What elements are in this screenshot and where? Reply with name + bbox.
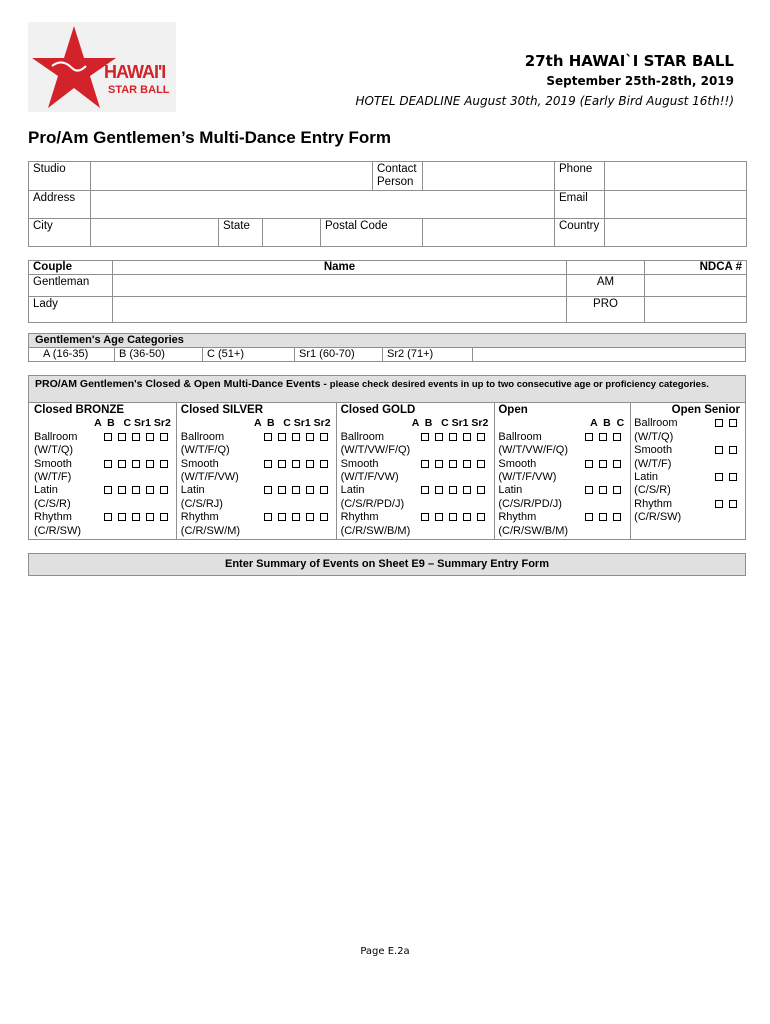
event-checkbox[interactable] — [306, 486, 314, 494]
logo-text-starball: STAR BALL — [108, 84, 170, 96]
event-checkbox[interactable] — [613, 486, 621, 494]
events-col-header: A B C Sr1 Sr2 — [253, 417, 331, 430]
event-checkbox[interactable] — [613, 460, 621, 468]
events-section — [28, 375, 746, 540]
event-checkbox[interactable] — [104, 513, 112, 521]
event-dances-list: (C/R/SW/B/M) — [340, 524, 411, 537]
event-checkbox[interactable] — [599, 460, 607, 468]
event-row — [634, 498, 740, 511]
event-dance-label: Smooth — [340, 457, 379, 470]
state-label: State — [219, 219, 263, 247]
event-checkbox[interactable] — [118, 486, 126, 494]
events-col-title: Open Senior — [671, 404, 741, 416]
event-row — [498, 458, 624, 471]
form-title: Pro/Am Gentlemen’s Multi-Dance Entry Form — [28, 128, 392, 147]
event-checkbox[interactable] — [292, 513, 300, 521]
age-categories-title: Gentlemen's Age Categories — [29, 334, 745, 348]
phone-field[interactable] — [605, 162, 747, 191]
event-row — [341, 431, 489, 444]
event-dance-label: Smooth — [34, 457, 72, 470]
event-checkbox[interactable] — [160, 513, 168, 521]
event-checkbox[interactable] — [421, 433, 429, 441]
email-label: Email — [555, 191, 605, 219]
event-row — [181, 511, 331, 524]
age-cat-sr2[interactable]: Sr2 (71+) — [383, 348, 473, 362]
event-checkbox[interactable] — [421, 486, 429, 494]
event-dance-label: Latin — [180, 484, 205, 497]
event-checkbox[interactable] — [585, 513, 593, 521]
events-col-open — [493, 403, 629, 540]
event-dances-list: (C/R/SW) — [634, 511, 682, 524]
event-dances-list: (W/T/F/VW) — [340, 471, 399, 484]
event-checkbox[interactable] — [132, 486, 140, 494]
events-col-bronze — [29, 403, 176, 540]
event-checkbox[interactable] — [146, 433, 154, 441]
event-dances-list: (C/S/RJ) — [180, 497, 223, 510]
age-cat-b[interactable]: B (36-50) — [115, 348, 203, 362]
event-checkbox[interactable] — [599, 433, 607, 441]
event-dances-list: (W/T/F) — [634, 457, 672, 470]
event-checkbox[interactable] — [320, 486, 328, 494]
event-dance-label: Latin — [340, 484, 365, 497]
events-col-silver — [176, 403, 336, 540]
lady-name-field[interactable] — [113, 297, 567, 323]
event-checkbox[interactable] — [435, 433, 443, 441]
event-dance-label: Ballroom — [34, 430, 78, 443]
event-checkbox[interactable] — [264, 460, 272, 468]
event-checkbox[interactable] — [729, 446, 737, 454]
pro-label: PRO — [567, 297, 645, 323]
events-col-title: Closed SILVER — [180, 404, 264, 416]
event-checkbox[interactable] — [599, 486, 607, 494]
event-checkbox[interactable] — [278, 433, 286, 441]
event-checkbox[interactable] — [585, 433, 593, 441]
page-number: Page E.2a — [360, 946, 410, 957]
event-checkbox[interactable] — [278, 460, 286, 468]
event-dances-list: (W/T/F/VW) — [498, 471, 557, 484]
event-row — [34, 484, 171, 497]
event-row — [634, 417, 740, 430]
event-row — [341, 484, 489, 497]
event-dance-label: Latin — [634, 471, 659, 484]
event-checkbox[interactable] — [585, 486, 593, 494]
event-row — [34, 458, 171, 471]
event-checkbox[interactable] — [278, 486, 286, 494]
studio-label: Studio — [29, 162, 91, 191]
event-checkbox[interactable] — [306, 513, 314, 521]
gentleman-name-field[interactable] — [113, 275, 567, 297]
event-dances-list: (C/S/R) — [634, 484, 671, 497]
event-row — [634, 471, 740, 484]
event-checkbox[interactable] — [118, 460, 126, 468]
event-dance-label: Ballroom — [340, 430, 384, 443]
event-checkbox[interactable] — [146, 460, 154, 468]
events-col-header: A B C — [590, 417, 625, 430]
event-checkbox[interactable] — [104, 460, 112, 468]
summary-note: Enter Summary of Events on Sheet E9 – Summary Entry Form — [28, 553, 746, 576]
event-dance-label: Smooth — [180, 457, 219, 470]
studio-field[interactable] — [91, 162, 373, 191]
event-checkbox[interactable] — [463, 460, 471, 468]
event-checkbox[interactable] — [160, 460, 168, 468]
event-row — [341, 458, 489, 471]
event-checkbox[interactable] — [435, 460, 443, 468]
event-checkbox[interactable] — [477, 513, 485, 521]
event-checkbox[interactable] — [435, 486, 443, 494]
events-col-header: A B C Sr1 Sr2 — [94, 417, 171, 430]
contact-person-label: Contact Person — [373, 162, 423, 191]
event-checkbox[interactable] — [292, 486, 300, 494]
event-dance-label: Rhythm — [34, 511, 72, 524]
event-dance-label: Rhythm — [340, 511, 379, 524]
couple-header: Couple — [29, 261, 113, 275]
event-dances-list: (C/R/SW/M) — [180, 524, 241, 537]
event-dances-list: (W/T/F/Q) — [180, 444, 230, 457]
lady-label: Lady — [29, 297, 113, 323]
event-dances-list: (W/T/F/VW) — [180, 471, 239, 484]
contact-table — [28, 161, 747, 247]
event-checkbox[interactable] — [463, 433, 471, 441]
event-dance-label: Ballroom — [498, 430, 542, 443]
am-label: AM — [567, 275, 645, 297]
event-checkbox[interactable] — [104, 486, 112, 494]
city-field[interactable] — [91, 219, 219, 247]
phone-label: Phone — [555, 162, 605, 191]
contact-person-field[interactable] — [423, 162, 555, 191]
hotel-deadline: HOTEL DEADLINE August 30th, 2019 (Early Bird August 16th!!) — [355, 94, 734, 108]
event-checkbox[interactable] — [146, 513, 154, 521]
event-checkbox[interactable] — [449, 486, 457, 494]
event-checkbox[interactable] — [264, 513, 272, 521]
event-checkbox[interactable] — [421, 460, 429, 468]
event-dance-label: Smooth — [498, 457, 537, 470]
event-row — [634, 444, 740, 457]
event-checkbox[interactable] — [449, 460, 457, 468]
event-dances-list: (W/T/VW/F/Q) — [498, 444, 569, 457]
event-dance-label: Rhythm — [498, 511, 537, 524]
event-checkbox[interactable] — [118, 513, 126, 521]
event-dances-list: (C/R/SW) — [34, 524, 82, 537]
event-checkbox[interactable] — [132, 513, 140, 521]
event-dances-list: (W/T/F) — [34, 471, 72, 484]
event-checkbox[interactable] — [292, 433, 300, 441]
event-row — [34, 431, 171, 444]
events-col-title: Closed GOLD — [340, 404, 416, 416]
event-checkbox[interactable] — [132, 460, 140, 468]
address-label: Address — [29, 191, 91, 219]
event-checkbox[interactable] — [132, 433, 140, 441]
event-dances-list: (W/T/Q) — [634, 430, 674, 443]
event-dance-label: Rhythm — [180, 511, 219, 524]
star-ball-logo — [28, 22, 176, 112]
event-row — [341, 511, 489, 524]
event-checkbox[interactable] — [715, 500, 723, 508]
address-field[interactable] — [91, 191, 555, 219]
event-row — [498, 431, 624, 444]
event-checkbox[interactable] — [118, 433, 126, 441]
event-checkbox[interactable] — [104, 433, 112, 441]
events-heading: PRO/AM Gentlemen's Closed & Open Multi-Dance Events - please check desired events in up to two consecutive age or proficiency categories. — [29, 376, 745, 403]
event-checkbox[interactable] — [320, 433, 328, 441]
logo-text-hawaii: HAWAI'I — [104, 62, 166, 82]
event-checkbox[interactable] — [264, 433, 272, 441]
ndca-header: NDCA # — [645, 261, 747, 275]
event-row — [498, 511, 624, 524]
event-row — [181, 484, 331, 497]
event-dance-label: Ballroom — [634, 417, 678, 430]
gentleman-ndca-field[interactable] — [645, 275, 747, 297]
event-checkbox[interactable] — [146, 486, 154, 494]
event-dates: September 25th-28th, 2019 — [546, 74, 734, 88]
event-dance-label: Latin — [34, 484, 58, 497]
event-checkbox[interactable] — [463, 486, 471, 494]
event-checkbox[interactable] — [729, 419, 737, 427]
event-dances-list: (C/S/R/PD/J) — [340, 497, 405, 510]
event-checkbox[interactable] — [585, 460, 593, 468]
event-checkbox[interactable] — [729, 500, 737, 508]
event-checkbox[interactable] — [715, 419, 723, 427]
event-checkbox[interactable] — [320, 513, 328, 521]
event-dance-label: Smooth — [634, 444, 673, 457]
event-checkbox[interactable] — [715, 446, 723, 454]
event-dances-list: (C/R/SW/B/M) — [498, 524, 569, 537]
event-title: 27th HAWAI`I STAR BALL — [524, 52, 734, 70]
events-col-senior — [629, 403, 745, 540]
event-dance-label: Latin — [498, 484, 523, 497]
event-dance-label: Ballroom — [180, 430, 225, 443]
email-field[interactable] — [605, 191, 747, 219]
events-col-title: Closed BRONZE — [34, 404, 125, 416]
postal-code-label: Postal Code — [321, 219, 423, 247]
event-checkbox[interactable] — [160, 486, 168, 494]
events-col-gold — [336, 403, 494, 540]
event-checkbox[interactable] — [477, 486, 485, 494]
event-checkbox[interactable] — [292, 460, 300, 468]
city-label: City — [29, 219, 91, 247]
postal-code-field[interactable] — [423, 219, 555, 247]
event-dance-label: Rhythm — [634, 497, 673, 510]
event-checkbox[interactable] — [729, 473, 737, 481]
age-cat-c[interactable]: C (51+) — [203, 348, 295, 362]
state-field[interactable] — [263, 219, 321, 247]
events-col-header: A B C Sr1 Sr2 — [411, 417, 489, 430]
age-cat-a[interactable]: A (16-35) — [29, 348, 115, 362]
event-checkbox[interactable] — [306, 433, 314, 441]
event-checkbox[interactable] — [715, 473, 723, 481]
event-row — [498, 484, 624, 497]
event-dances-list: (C/S/R) — [34, 497, 71, 510]
events-col-title: Open — [498, 404, 528, 416]
events-instruction: please check desired events in up to two consecutive age or proficiency categories. — [329, 379, 709, 390]
event-row — [181, 431, 331, 444]
country-field[interactable] — [605, 219, 747, 247]
event-checkbox[interactable] — [477, 460, 485, 468]
event-checkbox[interactable] — [264, 486, 272, 494]
event-checkbox[interactable] — [278, 513, 286, 521]
event-checkbox[interactable] — [449, 433, 457, 441]
event-dances-list: (W/T/Q) — [34, 444, 74, 457]
event-checkbox[interactable] — [160, 433, 168, 441]
couple-table — [28, 260, 747, 323]
country-label: Country — [555, 219, 605, 247]
lady-ndca-field[interactable] — [645, 297, 747, 323]
event-checkbox[interactable] — [463, 513, 471, 521]
name-header: Name — [113, 261, 567, 275]
event-row — [34, 511, 171, 524]
event-checkbox[interactable] — [613, 513, 621, 521]
event-checkbox[interactable] — [435, 513, 443, 521]
event-checkbox[interactable] — [421, 513, 429, 521]
gentleman-label: Gentleman — [29, 275, 113, 297]
age-cat-sr1[interactable]: Sr1 (60-70) — [295, 348, 383, 362]
event-dances-list: (C/S/R/PD/J) — [498, 497, 562, 510]
event-checkbox[interactable] — [599, 513, 607, 521]
age-categories-section — [28, 333, 746, 362]
event-dances-list: (W/T/VW/F/Q) — [340, 444, 411, 457]
event-checkbox[interactable] — [320, 460, 328, 468]
event-row — [181, 458, 331, 471]
event-checkbox[interactable] — [477, 433, 485, 441]
event-checkbox[interactable] — [613, 433, 621, 441]
event-checkbox[interactable] — [449, 513, 457, 521]
event-checkbox[interactable] — [306, 460, 314, 468]
